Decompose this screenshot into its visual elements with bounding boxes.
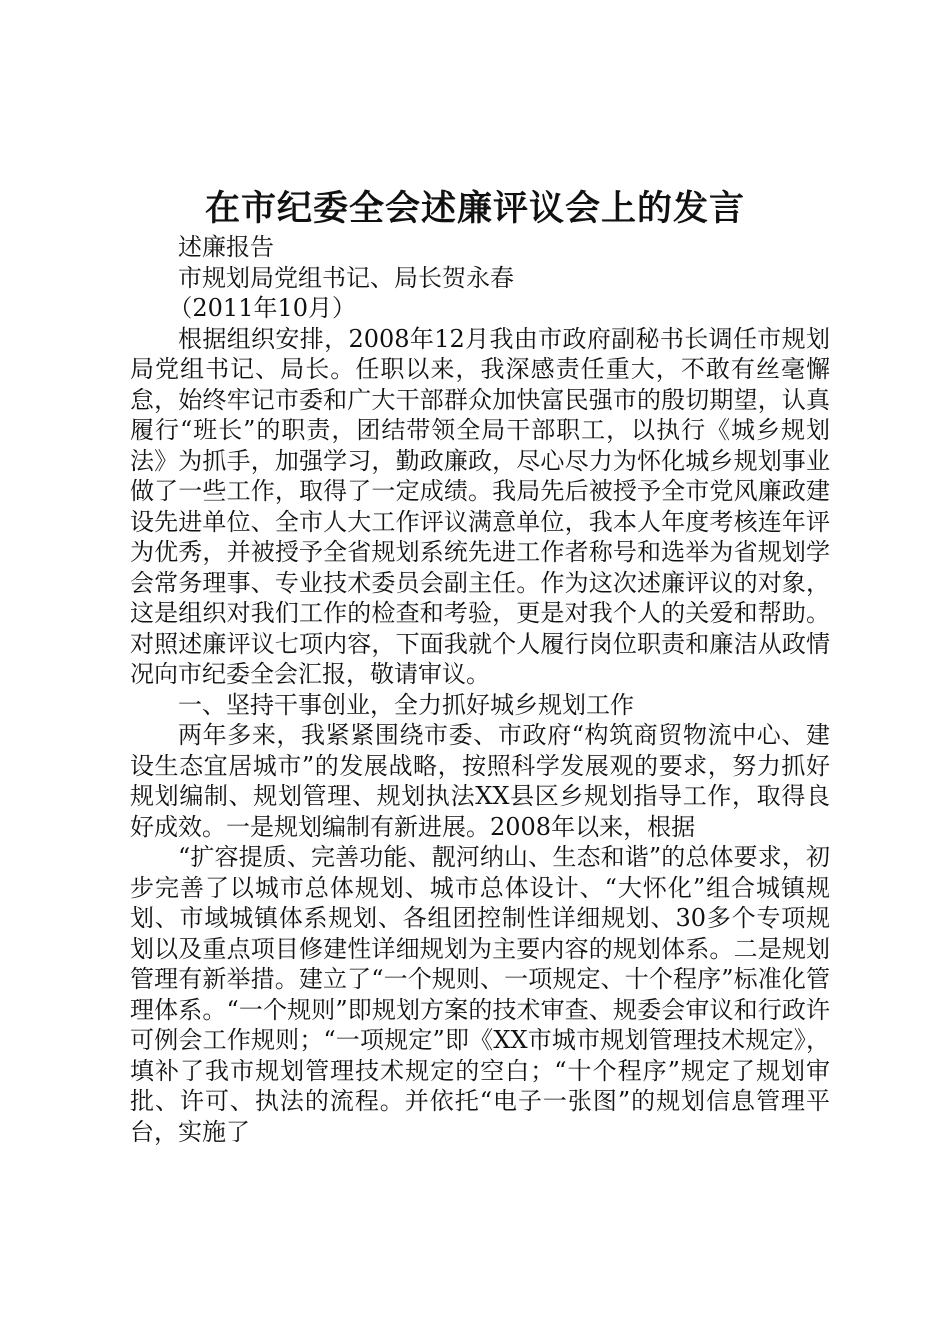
document-body: [130, 232, 830, 1147]
document-title: 在市纪委全会述廉评议会上的发言: [204, 188, 745, 229]
report-heading: 述廉报告: [178, 233, 274, 261]
section-heading: 一、坚持干事创业，全力抓好城乡规划工作: [178, 690, 634, 719]
date-line: （2011年10月）: [168, 294, 357, 322]
body-paragraph: 两年多来，我紧紧围绕市委、市政府“构筑商贸物流中心、建设生态宜居城市”的发展战略，按照科学发展观的要求，努力抓好规划编制、规划管理、规划执法XX县区乡规划指导工作，取得良好成效。一是规划编制有新进展。2008年以来，根据: [130, 721, 830, 841]
author-line: 市规划局党组书记、局长贺永春: [178, 263, 514, 292]
body-paragraph: “扩容提质、完善功能、靓河纳山、生态和谐”的总体要求，初步完善了以城市总体规划、城市总体设计、“大怀化”组合城镇规划、市域城镇体系规划、各组团控制性详细规划、30多个专项规划以及重点项目修建性详细规划为主要内容的规划体系。二是规划管理有新举措。建立了“一个规则、一项规定、十个程序”标准化管理体系。“一个规则”即规划方案的技术审查、规委会审议和行政许可例会工作规则；“一项规定”即《XX市城市规划管理技术规定》，填补了我市规划管理技术规定的空白；“十个程序”规定了规划审批、许可、执法的流程。并依托“电子一张图”的规划信息管理平台，实施了: [130, 843, 830, 1146]
body-paragraph: 根据组织安排，2008年12月我由市政府副秘书长调任市规划局党组书记、局长。任职以来，我深感责任重大，不敢有丝毫懈怠，始终牢记市委和广大干部群众加快富民强市的殷切期望，认真履行“班长”的职责，团结带领全局干部职工，以执行《城乡规划法》为抓手，加强学习，勤政廉政，尽心尽力为怀化城乡规划事业做了一些工作，取得了一定成绩。我局先后被授予全市党风廉政建设先进单位、全市人大工作评议满意单位，我本人年度考核连年评为优秀，并被授予全省规划系统先进工作者称号和选举为省规划学会常务理事、专业技术委员会副主任。作为这次述廉评议的对象，这是组织对我们工作的检查和考验，更是对我个人的关爱和帮助。对照述廉评议七项内容，下面我就个人履行岗位职责和廉洁从政情况向市纪委全会汇报，敬请审议。: [130, 324, 830, 688]
